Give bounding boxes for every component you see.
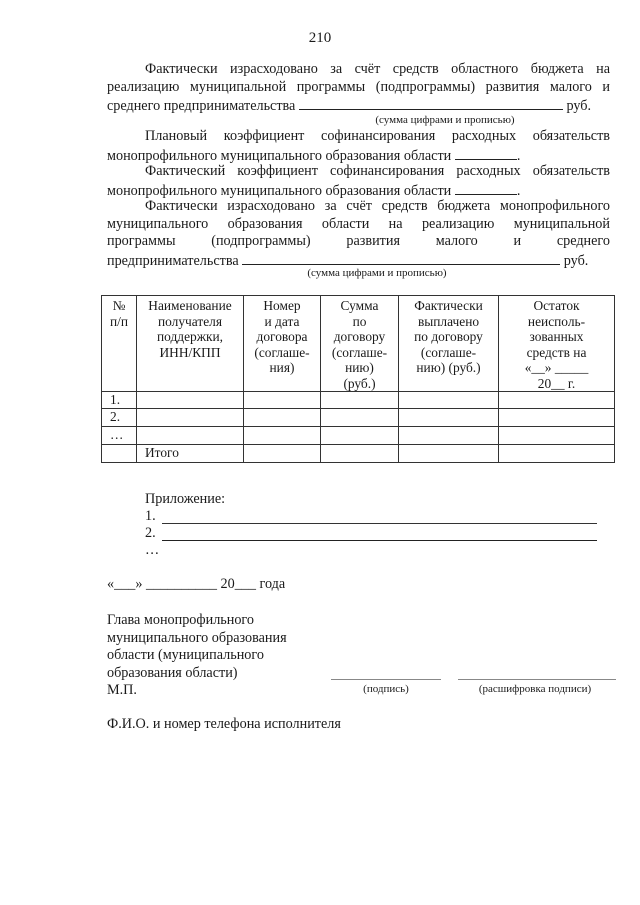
- para1-line3-prefix: среднего предпринимательства: [107, 98, 296, 114]
- para4-line3: программы (подпрограммы) развития малого и среднего: [107, 233, 610, 249]
- header-actually-paid: Фактически выплачено по договору (соглаше- нию) (руб.): [399, 296, 499, 392]
- date-line: «___» __________ 20___ года: [107, 576, 286, 592]
- para3-line2-prefix: монопрофильного муниципального образования области: [107, 182, 452, 199]
- para2-line2-suffix: .: [516, 147, 521, 164]
- row-amount: [321, 409, 399, 427]
- header-number: № п/п: [102, 296, 137, 392]
- para3-line2-suffix: .: [516, 182, 521, 199]
- para4-line1: Фактически израсходовано за счёт средств бюджета монопрофильного: [145, 198, 610, 214]
- annex-item-ellipsis: …: [145, 542, 160, 558]
- annex-item-2: 2.: [145, 525, 156, 541]
- row-contract: [244, 427, 321, 445]
- row-recipient: [137, 409, 244, 427]
- row-amount: [321, 445, 399, 463]
- row-recipient: [137, 427, 244, 445]
- para4-line2: муниципального образования области на реализацию муниципальной: [107, 215, 610, 232]
- header-recipient-name: Наименование получателя поддержки, ИНН/КПП: [137, 296, 244, 392]
- amount-caption-1: (сумма цифрами и прописью): [375, 114, 515, 126]
- signature-decode-caption: (расшифровка подписи): [478, 683, 592, 695]
- para3-line1: Фактический коэффициент софинансирования расходных обязательств: [145, 163, 610, 179]
- seal-label: М.П.: [107, 682, 137, 698]
- signature-decode-line: [458, 678, 616, 680]
- row-balance: [499, 392, 615, 409]
- signatory-line-4: образования области): [107, 664, 238, 681]
- row-amount: [321, 427, 399, 445]
- paragraph-planned-coefficient: [107, 128, 610, 165]
- signature-line: [331, 678, 441, 680]
- para1-line3: [107, 96, 610, 116]
- table-row: [102, 392, 615, 409]
- row-number: …: [102, 427, 137, 445]
- header-contract-amount: Сумма по договору (соглаше- нию) (руб.): [321, 296, 399, 392]
- paragraph-municipal-budget-spent: [107, 198, 610, 270]
- row-paid: [399, 392, 499, 409]
- table-total-row: [102, 445, 615, 463]
- page-number: 210: [308, 30, 332, 46]
- actual-coefficient-blank: [455, 181, 517, 195]
- header-contract-number-date: Номер и дата договора (соглаше- ния): [244, 296, 321, 392]
- support-recipients-table: [101, 295, 615, 463]
- paragraph-regional-budget-spent: [107, 61, 610, 116]
- para1-line3-suffix: руб.: [566, 98, 592, 114]
- paragraph-actual-coefficient: [107, 163, 610, 200]
- signature-caption: (подпись): [363, 683, 409, 695]
- para2-line2-prefix: монопрофильного муниципального образования области: [107, 147, 452, 164]
- annex-line-1: [162, 522, 597, 524]
- annex-title: Приложение:: [145, 491, 226, 507]
- para1-line1: Фактически израсходовано за счёт средств областного бюджета на: [145, 61, 610, 77]
- para4-line4-prefix: предпринимательства: [107, 252, 239, 269]
- signatory-line-1: Глава монопрофильного: [107, 612, 254, 628]
- row-paid: [399, 409, 499, 427]
- signatory-line-3: области (муниципального: [107, 647, 264, 663]
- header-unused-balance: Остаток неисполь- зованных средств на «__» _____ 20__ г.: [499, 296, 615, 392]
- signature-block: [107, 612, 337, 700]
- para4-line4-suffix: руб.: [563, 252, 589, 269]
- row-paid: [399, 427, 499, 445]
- table-row: [102, 427, 615, 445]
- row-paid: [399, 445, 499, 463]
- annex-item-1: 1.: [145, 508, 156, 524]
- row-number: [102, 445, 137, 463]
- planned-coefficient-blank: [455, 146, 517, 160]
- annex-line-2: [162, 539, 597, 541]
- executor-contact-label: Ф.И.О. и номер телефона исполнителя: [107, 716, 341, 732]
- signatory-line-2: муниципального образования: [107, 629, 287, 646]
- para2-line1: Плановый коэффициент софинансирования расходных обязательств: [145, 128, 610, 144]
- row-recipient: [137, 392, 244, 409]
- row-number: 1.: [102, 392, 137, 409]
- amount-caption-2: (сумма цифрами и прописью): [307, 267, 447, 279]
- total-label: Итого: [137, 445, 244, 463]
- row-number: 2.: [102, 409, 137, 427]
- row-balance: [499, 409, 615, 427]
- para1-line2: реализацию муниципальной программы (подпрограммы) развития малого и: [107, 78, 610, 95]
- row-amount: [321, 392, 399, 409]
- row-contract: [244, 392, 321, 409]
- row-contract: [244, 445, 321, 463]
- row-contract: [244, 409, 321, 427]
- amount-blank-line: [299, 96, 563, 110]
- table-row: [102, 409, 615, 427]
- row-balance: [499, 427, 615, 445]
- row-balance: [499, 445, 615, 463]
- amount-blank-line-2: [242, 251, 560, 265]
- table-header-row: [102, 296, 615, 392]
